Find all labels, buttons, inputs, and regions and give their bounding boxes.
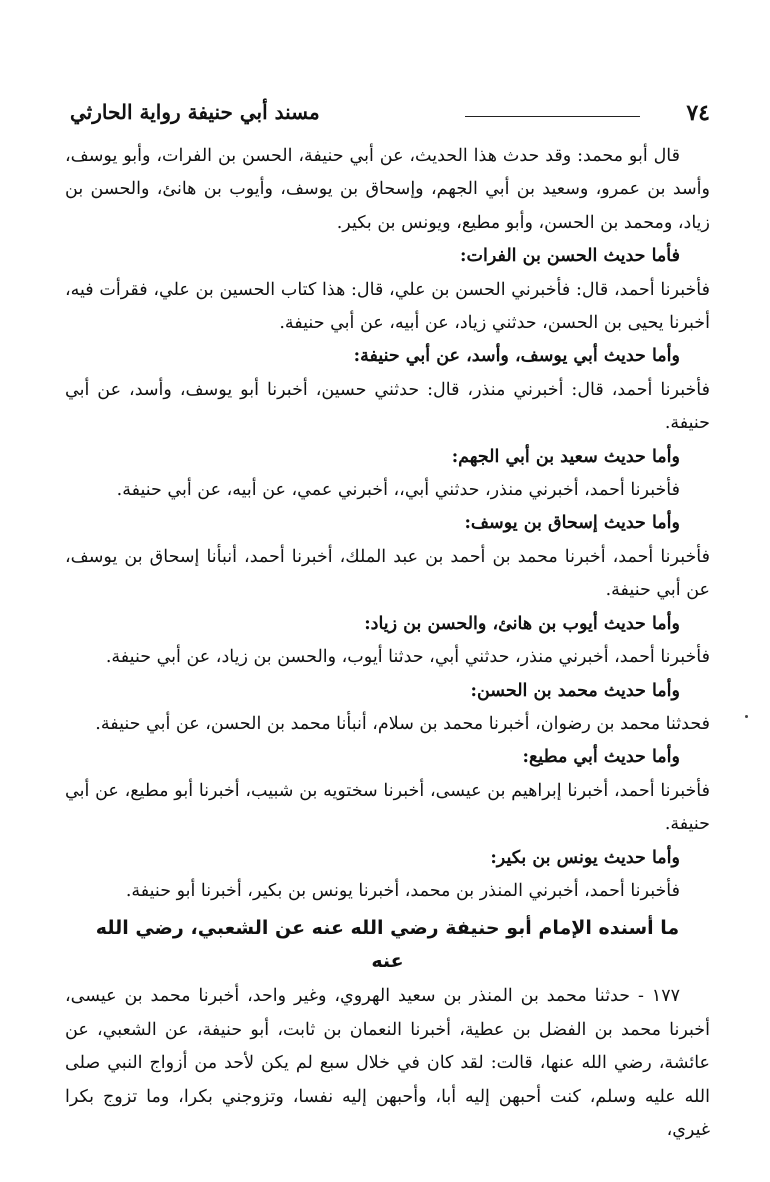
running-title: مسند أبي حنيفة رواية الحارثي [70, 100, 320, 124]
section-heading: وأما حديث محمد بن الحسن: [470, 680, 680, 701]
section-heading: وأما حديث يونس بن بكير: [490, 847, 680, 868]
section-heading: وأما حديث أبي يوسف، وأسد، عن أبي حنيفة: [353, 346, 680, 367]
section-heading: وأما حديث أبي مطيع: [522, 747, 680, 768]
section-heading: وأما حديث أيوب بن هانئ، والحسن بن زياد: [364, 613, 680, 634]
paragraph: فأخبرنا أحمد، أخبرني منذر، حدثني أبي،، أخبرني عمي، عن أبيه، عن أبي حنيفة. [116, 480, 680, 501]
paragraph: فحدثنا محمد بن رضوان، أخبرنا محمد بن سلام، أنبأنا محمد بن الحسن، عن أبي حنيفة. [95, 713, 710, 734]
page-number: ٧٤ [686, 100, 710, 126]
chapter-heading: ما أسنده الإمام أبو حنيفة رضي الله عنه عن الشعبي، رضي الله عنه [95, 917, 680, 973]
paragraph: فأخبرنا أحمد، قال: أخبرني منذر، قال: حدثني حسين، أخبرنا أبو يوسف، وأسد، عن أبي حنيفة. [65, 379, 710, 434]
paragraph: فأخبرنا أحمد، أخبرني منذر، حدثني أبي، حدثنا أيوب، والحسن بن زياد، عن أبي حنيفة. [105, 647, 710, 668]
page-body [65, 140, 710, 1147]
section-heading: وأما حديث سعيد بن أبي الجهم: [451, 446, 680, 467]
page-header [70, 96, 710, 130]
margin-speck [745, 715, 748, 718]
section-heading: فأما حديث الحسن بن الفرات: [460, 246, 680, 267]
paragraph: قال أبو محمد: وقد حدث هذا الحديث، عن أبي حنيفة، الحسن بن الفرات، وأبو يوسف، وأسد بن عمرو، وسعيد بن أبي الجهم، وإسحاق بن يوسف، وأيوب بن هانئ، والحسن بن زياد، ومحمد بن الحسن، وأبو مطيع، ويونس بن بكير. [65, 146, 710, 233]
paragraph: فأخبرنا أحمد، أخبرنا إبراهيم بن عيسى، أخبرنا سختويه بن شبيب، أخبرنا أبو مطيع، عن أبي حنيفة. [65, 780, 710, 835]
header-rule [465, 116, 640, 117]
paragraph: فأخبرنا أحمد، أخبرني المنذر بن محمد، أخبرنا يونس بن بكير، أخبرنا أبو حنيفة. [125, 880, 680, 901]
section-heading: وأما حديث إسحاق بن يوسف: [464, 513, 680, 534]
paragraph: فأخبرنا أحمد، قال: فأخبرني الحسن بن علي، قال: هذا كتاب الحسين بن علي، فقرأت فيه، أخبرنا يحيى بن الحسن، حدثني زياد، عن أبيه، عن أبي حنيفة. [65, 279, 710, 334]
hadith-paragraph: ١٧٧ - حدثنا محمد بن المنذر بن سعيد الهروي، وغير واحد، أخبرنا محمد بن عيسى، أخبرنا محمد بن الفضل بن عطية، أخبرنا النعمان بن ثابت، أبو حنيفة، عن الشعبي، عن عائشة، رضي الله عنها، قالت: لقد كان في خلال سبع لم يكن لأحد من أزواج النبي صلى الله عليه وسلم، كنت أحبهن إليه أبا، وأحبهن إليه نفسا، وتزوجني بكرا، وما تزوج بكرا غيري، [65, 986, 710, 1140]
paragraph: فأخبرنا أحمد، أخبرنا محمد بن أحمد بن عبد الملك، أخبرنا أحمد، أنبأنا إسحاق بن يوسف، عن أبي حنيفة. [65, 546, 710, 601]
